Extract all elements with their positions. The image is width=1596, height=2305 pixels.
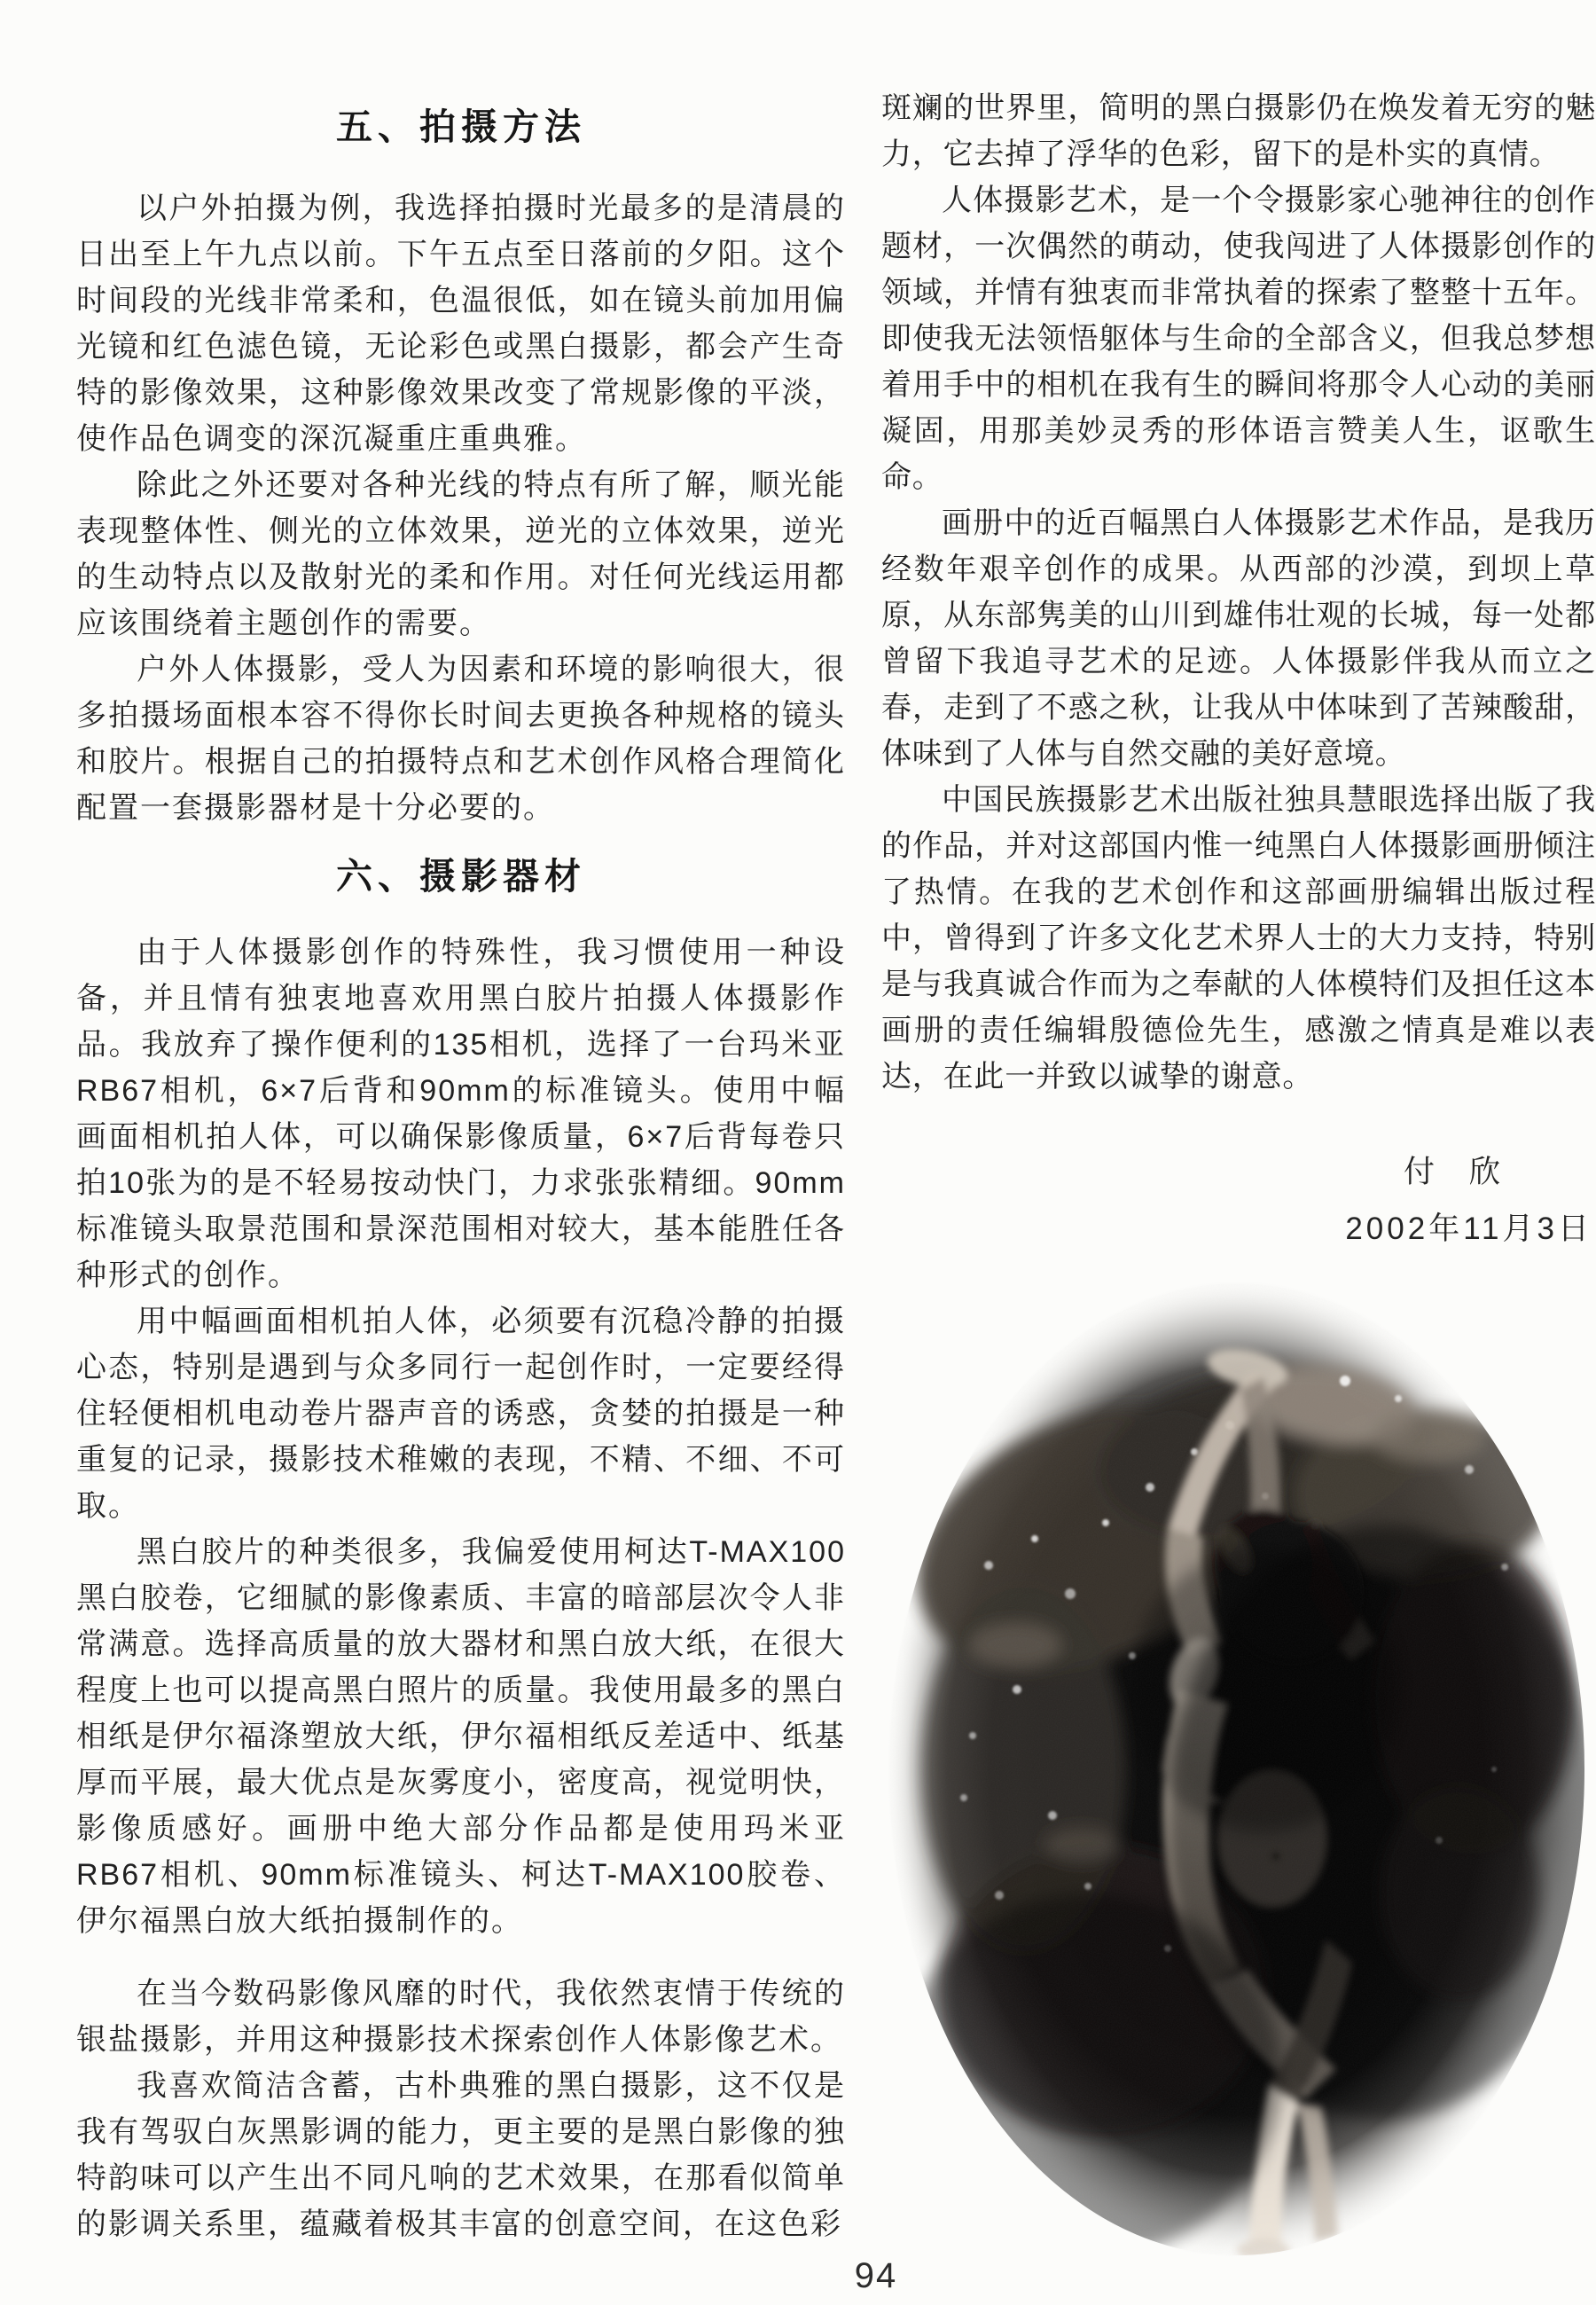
paragraph-continuation: 斑斓的世界里，简明的黑白摄影仍在焕发着无穷的魅力，它去掉了浮华的色彩，留下的是朴实的真情。 [881,91,1596,171]
paragraph: 我喜欢简洁含蓄，古朴典雅的黑白摄影，这不仅是我有驾驭白灰黑影调的能力，更主要的是黑白影像的独特韵味可以产生出不同凡响的艺术效果，在那看似简单的影调关系里，蕴藏着极其丰富的创意空间，在这色彩 [76,2069,846,2241]
paragraph: 用中幅画面相机拍人体，必须要有沉稳冷静的拍摄心态，特别是遇到与众多同行一起创作时，一定要经得住轻便相机电动卷片器声音的诱惑，贪婪的拍摄是一种重复的记录，摄影技术稚嫩的表现，不精、不细、不可取。 [76,1305,846,1523]
right-column [881,85,1596,1249]
page-number: 94 [854,2256,898,2295]
paragraph: 以户外拍摄为例，我选择拍摄时光最多的是清晨的日出至上午九点以前。下午五点至日落前的夕阳。这个时间段的光线非常柔和，色温很低，如在镜头前加用偏光镜和红色滤色镜，无论彩色或黑白摄影，都会产生奇特的影像效果，这种影像效果改变了常规影像的平淡，使作品色调变的深沉凝重庄重典雅。 [76,192,846,456]
paragraph: 画册中的近百幅黑白人体摄影艺术作品，是我历经数年艰辛创作的成果。从西部的沙漠，到坝上草原，从东部隽美的山川到雄伟壮观的长城，每一处都曾留下我追寻艺术的足迹。人体摄影伴我从而立之春，走到了不惑之秋，让我从中体味到了苦辣酸甜，体味到了人体与自然交融的美好意境。 [881,506,1596,771]
left-column [76,89,846,2247]
paragraph: 人体摄影艺术，是一个令摄影家心驰神往的创作题材，一次偶然的萌动，使我闯进了人体摄影创作的领域，并情有独衷而非常执着的探索了整整十五年。即使我无法领悟躯体与生命的全部含义，但我总梦想着用手中的相机在我有生的瞬间将那令人心动的美丽凝固，用那美妙灵秀的形体语言赞美人生，讴歌生命。 [881,184,1596,494]
section-heading-shooting-method: 五、拍摄方法 [336,106,586,147]
section-heading-equipment: 六、摄影器材 [336,856,586,897]
photo-illustration [882,1273,1592,2297]
paragraph: 由于人体摄影创作的特殊性，我习惯使用一种设备，并且情有独衷地喜欢用黑白胶片拍摄人体摄影作品。我放弃了操作便利的135相机，选择了一台玛米亚RB67相机，6×7后背和90mm的标准镜头。使用中幅画面相机拍人体，可以确保影像质量，6×7后背每卷只拍10张为的是不轻易按动快门，力求张张精细。90mm标准镜头取景范围和景深范围相对较大，基本能胜任各种形式的创作。 [76,936,846,1292]
paragraph: 户外人体摄影，受人为因素和环境的影响很大，很多拍摄场面根本容不得你长时间去更换各种规格的镜头和胶片。根据自己的拍摄特点和艺术创作风格合理简化配置一套摄影器材是十分必要的。 [76,653,846,825]
paragraph: 中国民族摄影艺术出版社独具慧眼选择出版了我的作品，并对这部国内惟一纯黑白人体摄影画册倾注了热情。在我的艺术创作和这部画册编辑出版过程中，曾得到了许多文化艺术界人士的大力支持，特别是与我真诚合作而为之奉献的人体模特们及担任这本画册的责任编辑殷德俭先生，感激之情真是难以表达，在此一并致以诚挚的谢意。 [881,783,1596,1094]
paragraph: 黑白胶片的种类很多，我偏爱使用柯达T-MAX100黑白胶卷，它细腻的影像素质、丰富的暗部层次令人非常满意。选择高质量的放大器材和黑白放大纸，在很大程度上也可以提高黑白照片的质量。我使用最多的黑白相纸是伊尔福涤塑放大纸，伊尔福相纸反差适中、纸基厚而平展，最大优点是灰雾度小，密度高，视觉明快，影像质感好。画册中绝大部分作品都是使用玛米亚RB67相机、90mm标准镜头、柯达T-MAX100胶卷、伊尔福黑白放大纸拍摄制作的。 [76,1535,846,1938]
author-signature: 付 欣 [1403,1155,1502,1189]
paragraph: 在当今数码影像风靡的时代，我依然衷情于传统的银盐摄影，并用这种摄影技术探索创作人体影像艺术。 [76,1977,846,2057]
publication-date: 2002年11月3日 [1345,1211,1592,1246]
paragraph: 除此之外还要对各种光线的特点有所了解，顺光能表现整体性、侧光的立体效果，逆光的立体效果，逆光的生动特点以及散射光的柔和作用。对任何光线运用都应该围绕着主题创作的需要。 [76,468,846,640]
artistic-nude-photo [882,1273,1592,2297]
